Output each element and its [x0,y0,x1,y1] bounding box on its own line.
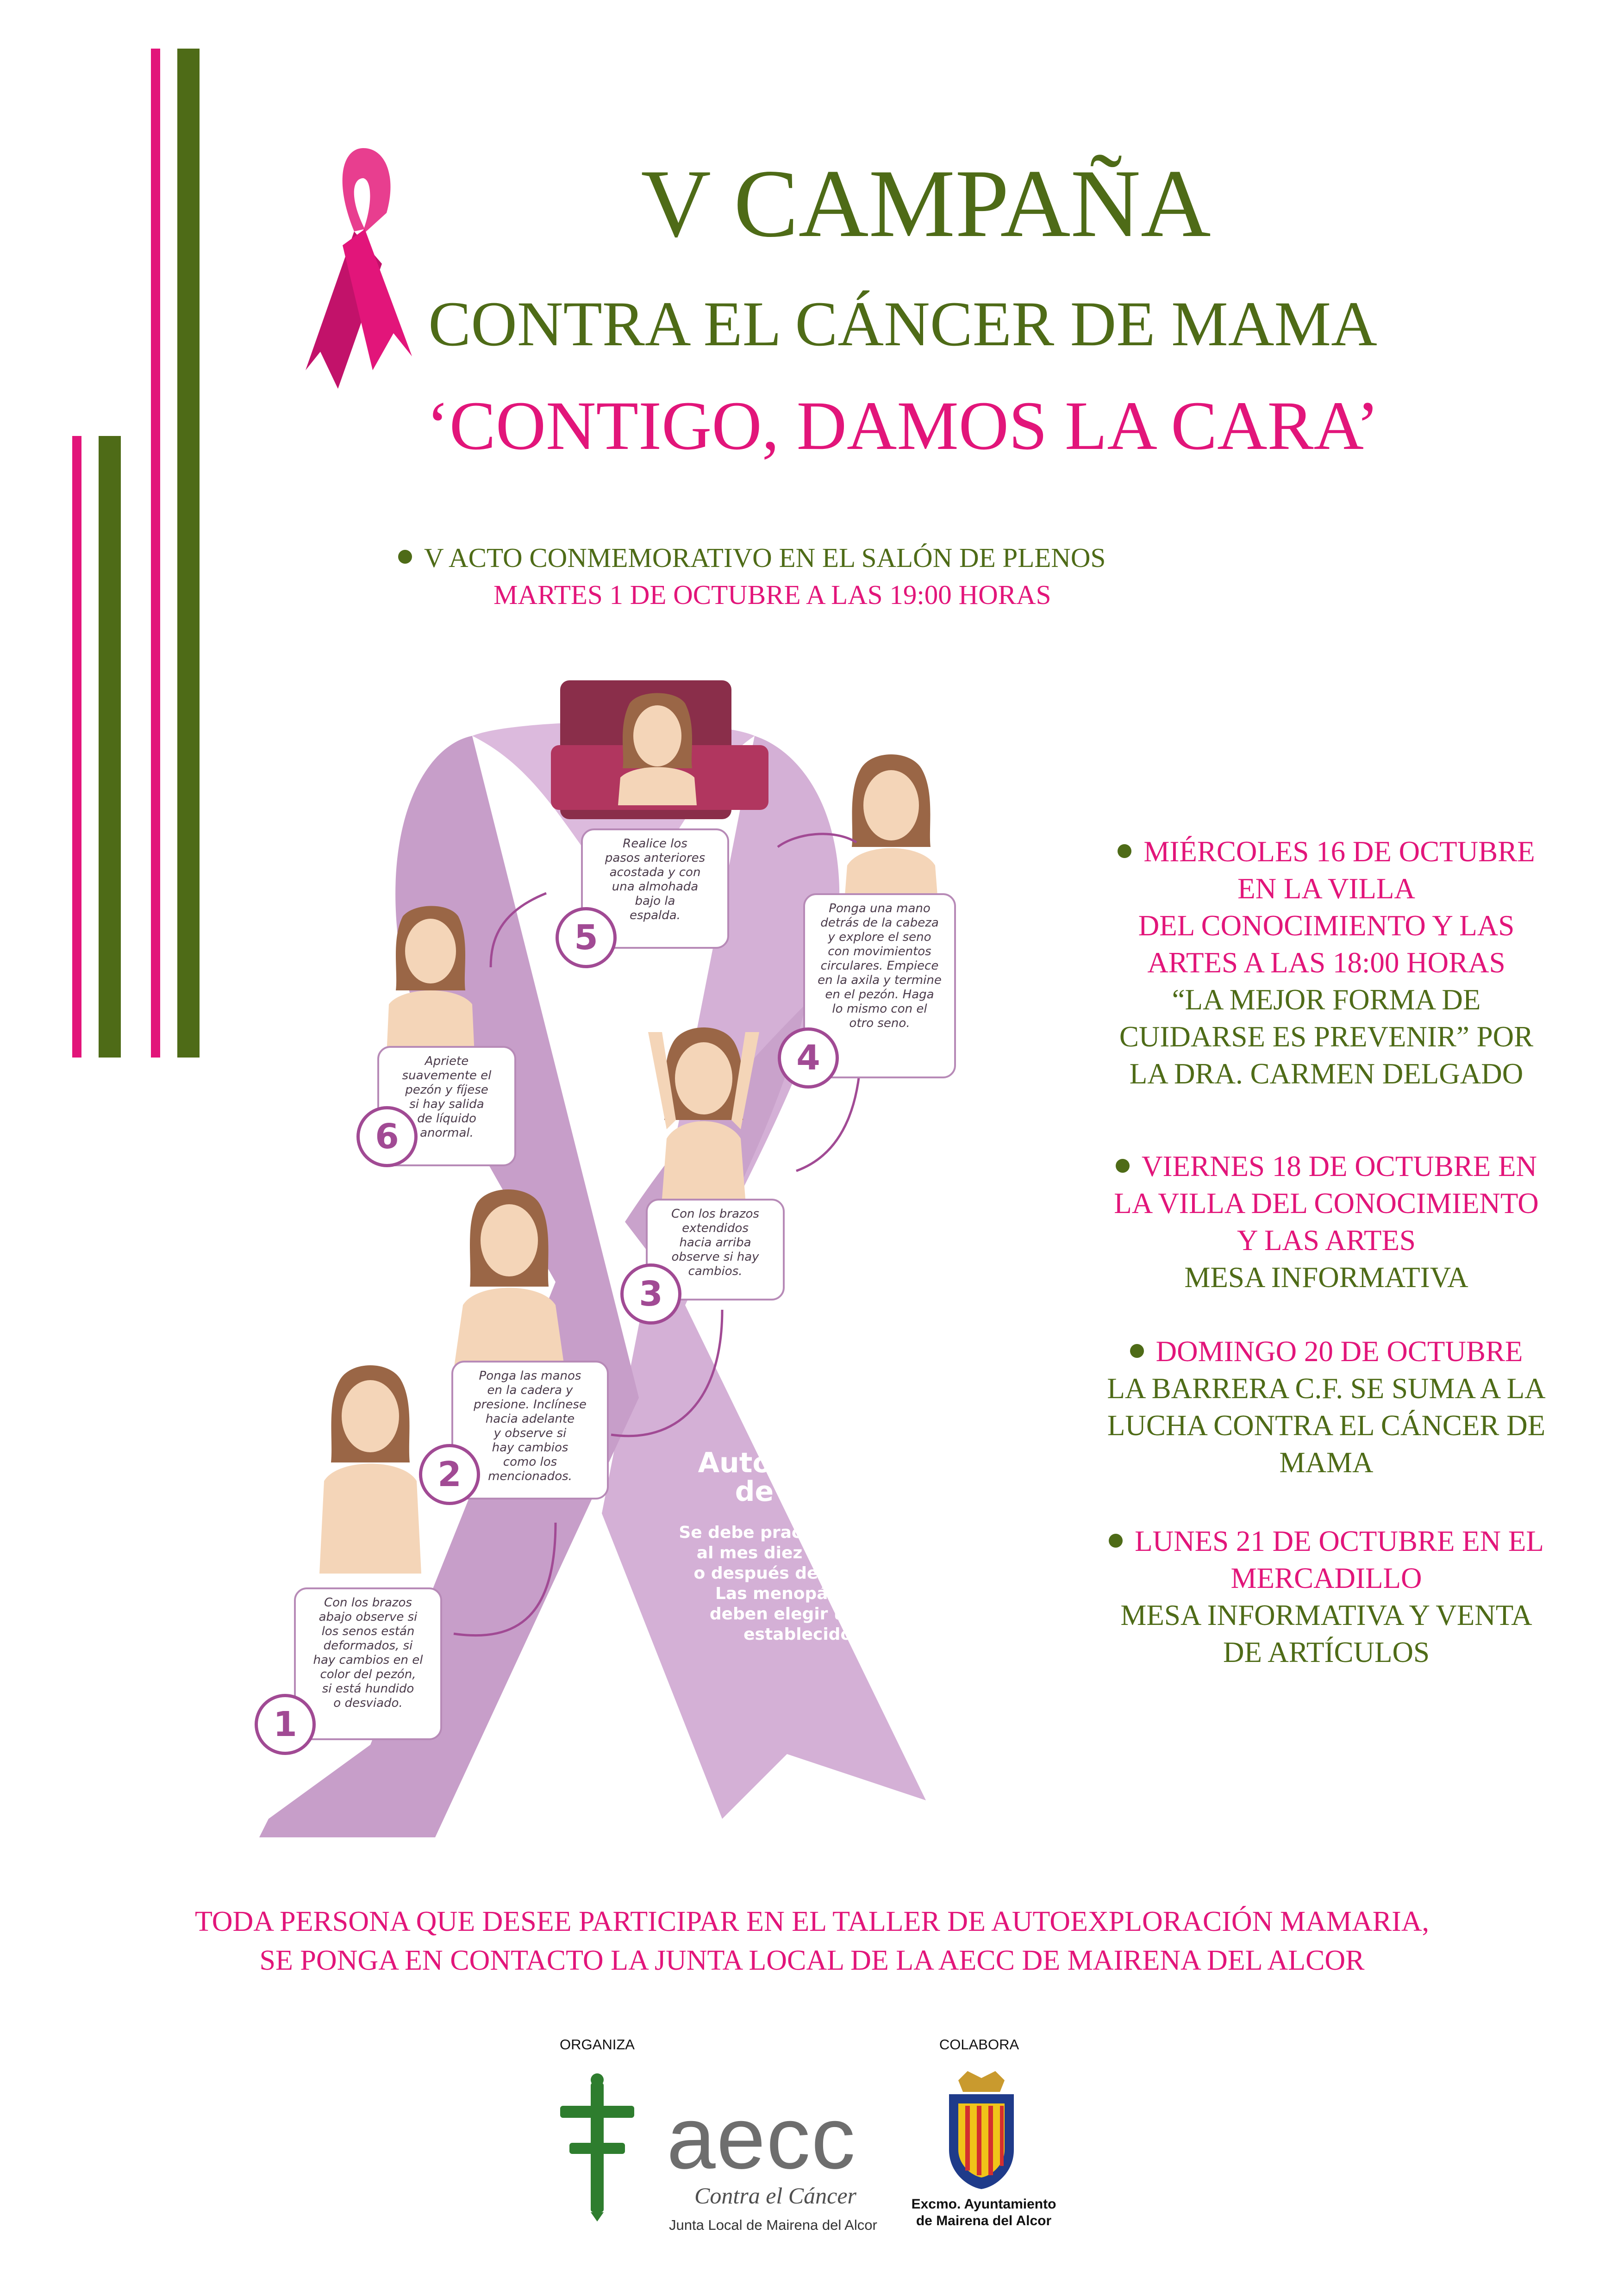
event-line: MESA INFORMATIVA [1184,1261,1468,1294]
notice-line: SE PONGA EN CONTACTO LA JUNTA LOCAL DE LA AECC DE MAIRENA DEL ALCOR [259,1945,1365,1976]
step-1-line: Con los brazos [324,1596,412,1610]
step-4-line: lo mismo con el [832,1002,927,1016]
event-line: EN LA VILLA [1237,872,1415,905]
event-line: LUCHA CONTRA EL CÁNCER DE [1107,1409,1546,1442]
description-line: Las menopáusicas [715,1584,887,1603]
step-1-number: 1 [255,1694,316,1755]
aecc-tagline: Contra el Cáncer [694,2183,856,2209]
pink-bar-short [72,436,81,1058]
step-1-line: si está hundido [322,1682,414,1696]
step-1-line: o desviado. [333,1696,403,1710]
workshop-notice [0,1902,1624,1980]
campaign-title: V CAMPAÑA [641,150,1211,257]
step-6-line: anormal. [420,1126,474,1140]
event-line: DEL CONOCIMIENTO Y LAS [1138,909,1515,942]
step-4-line: y explore el seno [828,930,931,944]
step-1-line: color del pezón, [320,1668,416,1681]
step-6-line: Apriete [425,1054,469,1068]
step-5-line: acostada y con [609,865,701,879]
step-1-text [294,1587,442,1740]
step-3-line: cambios. [688,1264,743,1278]
event-item [1060,1333,1593,1481]
bullet-icon [398,550,412,564]
aecc-local-board: Junta Local de Mairena del Alcor [669,2217,877,2233]
event-line: MIÉRCOLES 16 DE OCTUBRE [1143,835,1535,868]
bullet-icon [1109,1534,1123,1548]
infographic-title [676,1449,917,1506]
event-line: “LA MEJOR FORMA DE [1172,983,1481,1016]
event-line: CUIDARSE ES PREVENIR” POR [1119,1020,1534,1053]
event-line: DOMINGO 20 DE OCTUBRE [1156,1335,1523,1368]
ayuntamiento-name [905,2196,1062,2229]
step-5-line: Realice los [623,837,687,851]
pink-bar-tall [151,49,160,1058]
step-2-line: hacia adelante [485,1412,575,1426]
step-2-line: Ponga las manos [479,1369,581,1383]
infographic-title-line: de seno [735,1475,858,1508]
infographic-description [676,1523,926,1645]
ayuntamiento-line: de Mairena del Alcor [916,2213,1052,2228]
step-4-line: en el pezón. Haga [825,988,934,1002]
campaign-slogan: ‘CONTIGO, DAMOS LA CARA’ [426,387,1380,464]
aecc-cross-logo [556,2073,639,2221]
step-3-line: hacia arriba [679,1236,751,1250]
event-line: LUNES 21 DE OCTUBRE EN EL [1135,1525,1544,1557]
green-bar-short [99,436,121,1058]
green-bar-tall [177,49,200,1058]
event-line: MERCADILLO [1230,1562,1422,1594]
step-3-line: Con los brazos [671,1207,759,1221]
step-2-line: mencionados. [488,1469,572,1483]
opening-event-date: MARTES 1 DE OCTUBRE A LAS 19:00 HORAS [493,579,1051,610]
step-4-line: en la axila y termine [818,973,942,987]
step-6-line: pezón y fíjese [405,1083,488,1097]
step-4-line: otro seno. [849,1016,910,1030]
event-line: Y LAS ARTES [1237,1224,1416,1257]
step-4-line: circulares. Empiece [820,959,939,973]
step-4-line: Ponga una mano [829,902,931,915]
notice-line: TODA PERSONA QUE DESEE PARTICIPAR EN EL TALLER DE AUTOEXPLORACIÓN MAMARIA, [194,1906,1430,1937]
step-4-line: con movimientos [828,945,931,958]
bullet-icon [1118,844,1131,858]
step-2-line: y observe si [493,1426,567,1440]
step-1-line: hay cambios en el [313,1653,423,1667]
step-1-line: deformados, si [323,1639,413,1653]
organiza-label: ORGANIZA [560,2036,635,2053]
infographic-title-line: Autoexámen [698,1447,895,1479]
step-5-number: 5 [556,907,617,968]
step-3-number: 3 [620,1263,681,1325]
event-line: MESA INFORMATIVA Y VENTA [1120,1599,1532,1631]
opening-event-title: V ACTO CONMEMORATIVO EN EL SALÓN DE PLENOS [424,542,1106,573]
event-line: MAMA [1279,1446,1374,1479]
step-5-line: pasos anteriores [605,851,706,865]
step-5-line: una almohada [612,880,699,894]
step-4-line: detrás de la cabeza [820,916,939,930]
description-line: deben elegir un día [709,1605,893,1624]
event-line: VIERNES 18 DE OCTUBRE EN [1142,1150,1537,1182]
bullet-icon [1116,1159,1130,1173]
step-4-number: 4 [778,1027,839,1089]
description-line: Se debe practicar una vez [679,1523,923,1542]
event-item [1060,1148,1593,1296]
colabora-label: COLABORA [939,2036,1019,2053]
step-6-line: de líquido [417,1112,476,1126]
step-3-line: extendidos [682,1221,749,1235]
event-line: DE ARTÍCULOS [1223,1636,1430,1668]
step-3-line: observe si hay [671,1250,759,1264]
step-1-line: abajo observe si [319,1610,418,1624]
event-line: LA VILLA DEL CONOCIMIENTO [1114,1187,1539,1220]
self-exam-infographic [231,680,1065,1837]
step-6-line: suavemente el [402,1069,492,1083]
description-line: al mes diez días antes [696,1543,906,1562]
event-item [1060,1523,1593,1671]
event-line: LA DRA. CARMEN DELGADO [1129,1058,1524,1090]
step-1-line: los senos están [321,1624,415,1638]
step-2-line: en la cadera y [487,1383,573,1397]
event-item [1060,833,1593,1092]
step-2-line: como los [503,1455,557,1469]
step-5-line: espalda. [630,908,681,922]
bullet-icon [1130,1344,1144,1358]
campaign-subtitle: CONTRA EL CÁNCER DE MAMA [428,288,1377,359]
step-5-line: bajo la [635,894,675,908]
event-line: LA BARRERA C.F. SE SUMA A LA [1107,1372,1546,1405]
description-line: establecido. [743,1625,858,1644]
description-line: o después del periodo. [693,1564,908,1583]
step-2-line: hay cambios [492,1441,568,1455]
event-line: ARTES A LAS 18:00 HORAS [1147,946,1505,979]
aecc-logo-text: aecc [667,2089,856,2187]
mairena-coat-of-arms-icon [940,2071,1023,2191]
step-2-number: 2 [419,1444,480,1505]
step-2-line: presione. Inclínese [474,1398,587,1412]
ayuntamiento-line: Excmo. Ayuntamiento [911,2196,1056,2212]
step-6-line: si hay salida [409,1097,484,1111]
opening-event-line1 [398,541,1417,574]
step-6-number: 6 [356,1106,418,1167]
